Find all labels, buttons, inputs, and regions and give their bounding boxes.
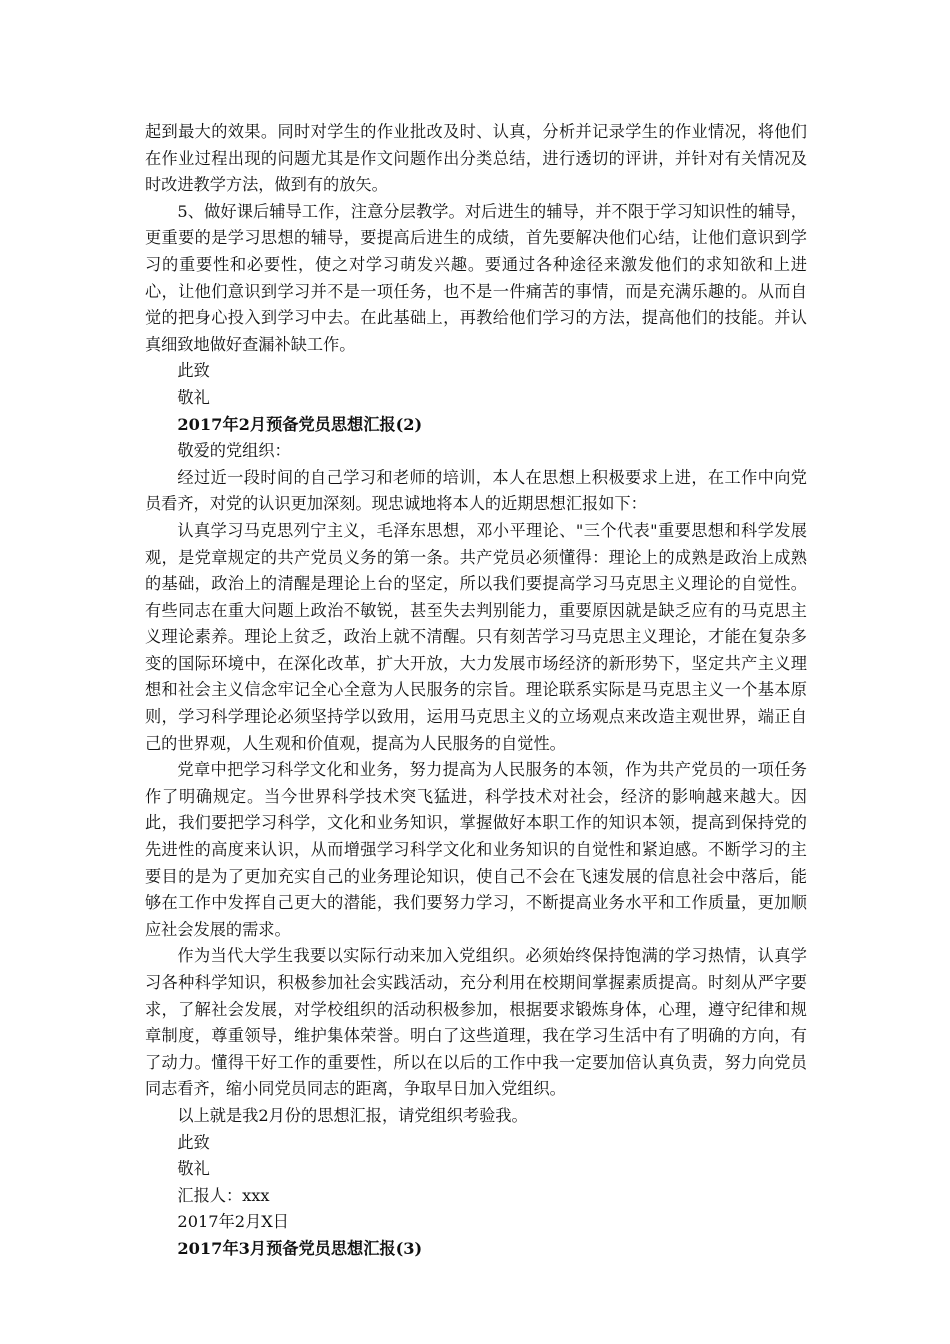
section-heading-3: 2017年3月预备党员思想汇报(3) xyxy=(177,1238,423,1258)
paragraph-study: 党章中把学习科学文化和业务，努力提高为人民服务的本领，作为共产党员的一项任务作了明确规定。当今世界科学技术突飞猛进，科学技术对社会，经济的影响越来越大。因此，我们要把学习科学，文化和业务知识，掌握做好本职工作的知识本领，提高到保持党的先进性的高度来认识，从而增强学习科学文化和业务知识的自觉性和紧迫感。不断学习的主要目的是为了更加充实自己的业务理论知识，使自己不会在飞速发展的信息社会中落后，能够在工作中发挥自己更大的潜能，我们要努力学习，不断提高业务水平和工作质量，更加顺应社会发展的需求。 xyxy=(145,760,807,939)
paragraph-summary: 以上就是我2月份的思想汇报，请党组织考验我。 xyxy=(177,1105,528,1125)
paragraph-item-5: 5、做好课后辅导工作，注意分层教学。对后进生的辅导，并不限于学习知识性的辅导，更重要的是学习思想的辅导，要提高后进生的成绩，首先要解决他们心结，让他们意识到学习的重要性和必要性，使之对学习萌发兴趣。要通过各种途径来激发他们的求知欲和上进心，让他们意识到学习并不是一项任务，也不是一件痛苦的事情，而是充满乐趣的。从而自觉的把身心投入到学习中去。在此基础上，再教给他们学习的方法，提高他们的技能。并认真细致地做好查漏补缺工作。 xyxy=(145,201,807,354)
paragraph-intro: 经过近一段时间的自己学习和老师的培训，本人在思想上积极要求上进，在工作中向党员看齐，对党的认识更加深刻。现忠诚地将本人的近期思想汇报如下： xyxy=(145,467,807,514)
document-body xyxy=(145,119,807,1263)
reporter-line: 汇报人：xxx xyxy=(177,1185,270,1205)
closing-regards: 敬礼 xyxy=(177,387,210,407)
report-date: 2017年2月X日 xyxy=(177,1212,289,1232)
closing-salutation: 此致 xyxy=(177,361,210,381)
greeting: 敬爱的党组织： xyxy=(177,441,291,461)
paragraph-theory: 认真学习马克思列宁主义，毛泽东思想，邓小平理论、"三个代表"重要思想和科学发展观，是党章规定的共产党员义务的第一条。共产党员必须懂得：理论上的成熟是政治上成熟的基础，政治上的清醒是理论上台的坚定，所以我们要提高学习马克思主义理论的自觉性。有些同志在重大问题上政治不敏锐，甚至失去判别能力，重要原因就是缺乏应有的马克思主义理论素养。理论上贫乏，政治上就不清醒。只有刻苦学习马克思主义理论，才能在复杂多变的国际环境中，在深化改革，扩大开放，大力发展市场经济的新形势下，坚定共产主义理想和社会主义信念牢记全心全意为人民服务的宗旨。理论联系实际是马克思主义一个基本原则，学习科学理论必须坚持学以致用，运用马克思主义的立场观点来改造主观世界，端正自己的世界观，人生观和价值观，提高为人民服务的自觉性。 xyxy=(145,520,807,753)
closing-salutation: 此致 xyxy=(177,1132,210,1152)
paragraph-action: 作为当代大学生我要以实际行动来加入党组织。必须始终保持饱满的学习热情，认真学习各种科学知识，积极参加社会实践活动，充分利用在校期间掌握素质提高。时刻从严字要求，了解社会发展，对学校组织的活动积极参加，根据要求锻炼身体，心理，遵守纪律和规章制度，尊重领导，维护集体荣誉。明白了这些道理，我在学习生活中有了明确的方向，有了动力。懂得干好工作的重要性，所以在以后的工作中我一定要加倍认真负责，努力向党员同志看齐，缩小同党员同志的距离，争取早日加入党组织。 xyxy=(145,946,807,1099)
closing-regards: 敬礼 xyxy=(177,1159,210,1179)
paragraph-continuation: 起到最大的效果。同时对学生的作业批改及时、认真，分析并记录学生的作业情况，将他们在作业过程出现的问题尤其是作文问题作出分类总结，进行透切的评讲，并针对有关情况及时改进教学方法，做到有的放矢。 xyxy=(145,122,807,195)
section-heading-2: 2017年2月预备党员思想汇报(2) xyxy=(177,414,423,434)
